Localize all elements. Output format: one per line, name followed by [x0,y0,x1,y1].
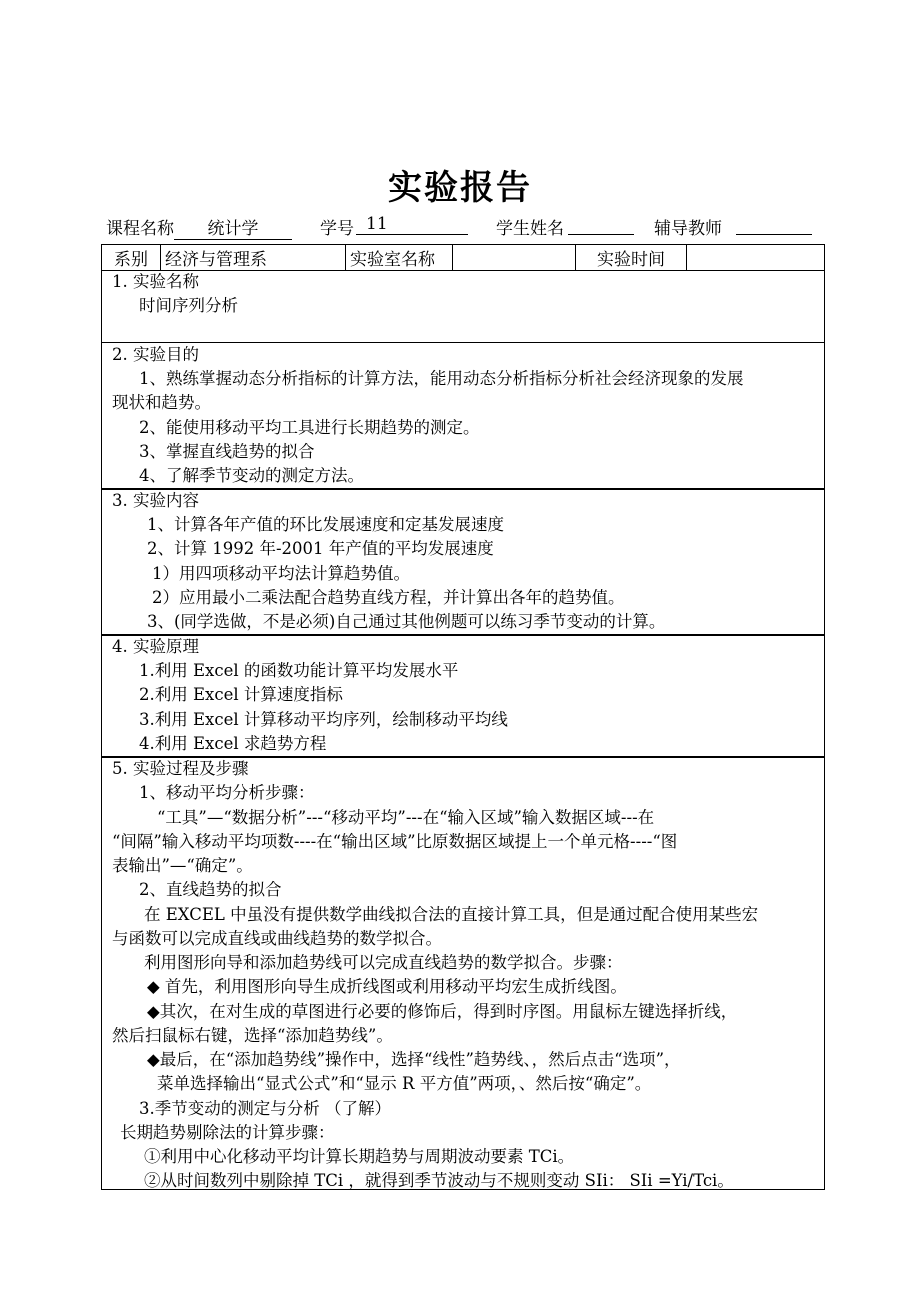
tutor-value [736,214,812,235]
section-line: 与函数可以完成直线或曲线趋势的数学拟合。 [112,929,442,948]
section-line: 3.季节变动的测定与分析 （了解） [139,1099,391,1118]
section-line: 4、了解季节变动的测定方法。 [139,466,364,485]
section-line: 2、直线趋势的拟合 [139,880,282,899]
course-label: 课程名称 [106,219,174,239]
time-value [687,245,825,271]
section-line: 1.利用 Excel 的函数功能计算平均发展水平 [139,661,459,680]
id-value: 11 [356,214,468,235]
document-title: 实验报告 [388,168,532,208]
section-line: 2.利用 Excel 计算速度指标 [139,685,343,704]
section-line: 然后扫鼠标右键，选择“添加趋势线”。 [112,1026,393,1045]
section-heading: 4. 实验原理 [112,637,199,656]
section-line: ①利用中心化移动平均计算长期趋势与周期波动要素 TCi。 [144,1147,575,1166]
section-line: 2、计算 1992 年-2001 年产值的平均发展速度 [147,539,494,558]
section-line: 菜单选择输出“显式公式”和“显示 R 平方值”两项，、然后按“确定”。 [157,1074,652,1093]
section-line: 3、(同学选做，不是必须)自己通过其他例题可以练习季节变动的计算。 [147,612,666,631]
section-line: 1、移动平均分析步骤： [139,783,315,802]
dept-value: 经济与管理系 [161,245,346,271]
student-label: 学生姓名 [496,219,564,239]
section-line: 利用图形向导和添加趋势线可以完成直线趋势的数学拟合。步骤： [144,953,623,972]
section-heading: 3. 实验内容 [112,491,199,510]
time-label: 实验时间 [576,245,687,271]
lab-label: 实验室名称 [346,245,453,271]
section-heading: 2. 实验目的 [112,345,199,364]
student-value [568,214,634,235]
section-line: ②从时间数列中剔除掉 TCi ，就得到季节波动与不规则变动 SIi： SIi =Yi/Tci。 [144,1171,734,1190]
section-line: 1、熟练掌握动态分析指标的计算方法，能用动态分析指标分析社会经济现象的发展 [139,369,744,388]
header-table [101,244,825,271]
section-line: “工具”—“数据分析”---“移动平均”---在“输入区域”输入数据区域---在 [157,808,655,827]
section-heading: 1. 实验名称 [112,272,199,291]
course-value: 统计学 [174,214,292,240]
section-line: 在 EXCEL 中虽没有提供数学曲线拟合法的直接计算工具，但是通过配合使用某些宏 [144,905,759,924]
dept-label: 系别 [102,245,161,271]
id-label: 学号 [320,219,354,239]
section-line: 1、计算各年产值的环比发展速度和定基发展速度 [147,515,504,534]
section-experiment-steps [101,756,825,1190]
section-line: “间隔”输入移动平均项数----在“输出区域”比原数据区域提上一个单元格----“图 [112,832,678,851]
section-line: 2、能使用移动平均工具进行长期趋势的测定。 [139,418,480,437]
section-line: 2）应用最小二乘法配合趋势直线方程，并计算出各年的趋势值。 [152,588,625,607]
section-line: 3、掌握直线趋势的拟合 [139,442,315,461]
section-line: ◆ 首先，利用图形向导生成折线图或利用移动平均宏生成折线图。 [147,977,627,996]
section-line: ◆最后，在“添加趋势线”操作中，选择“线性”趋势线、，然后点击“选项”， [147,1050,681,1069]
section-line: 3.利用 Excel 计算移动平均序列，绘制移动平均线 [139,710,508,729]
section-experiment-content [101,488,825,636]
tutor-label: 辅导教师 [654,219,722,239]
section-heading: 5. 实验过程及步骤 [112,759,249,778]
section-line: 长期趋势剔除法的计算步骤： [120,1123,335,1142]
section-experiment-name [101,270,825,343]
lab-value [453,245,576,271]
section-line: ◆其次，在对生成的草图进行必要的修饰后，得到时序图。用鼠标左键选择折线， [147,1002,738,1021]
section-line: 1）用四项移动平均法计算趋势值。 [152,564,410,583]
section-line: 时间序列分析 [139,296,238,315]
section-line: 4.利用 Excel 求趋势方程 [139,734,327,753]
section-experiment-principle [101,634,825,758]
info-line [106,214,816,238]
section-line: 表输出”—“确定”。 [112,856,253,875]
section-experiment-purpose [101,342,825,490]
section-line: 现状和趋势。 [112,393,211,412]
